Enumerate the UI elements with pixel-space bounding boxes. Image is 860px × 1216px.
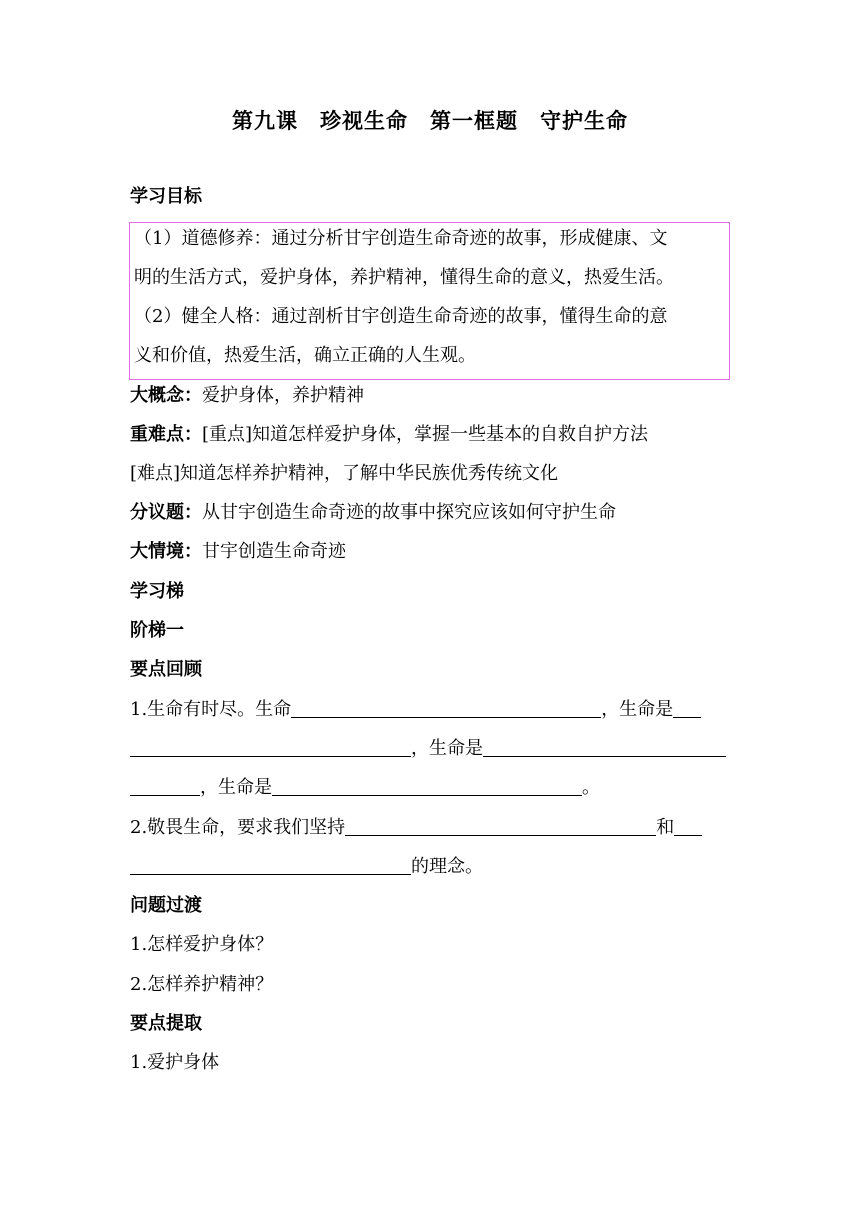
review-text: 和 (656, 817, 675, 838)
step-one-heading: 阶梯一 (130, 620, 184, 641)
fill-blank[interactable] (673, 699, 701, 718)
transition-heading: 问题过渡 (130, 895, 202, 916)
review-text: ，生命是 (411, 738, 483, 759)
key-point-difficulty: [难点]知道怎样养护精神，了解中华民族优秀传统文化 (130, 463, 559, 484)
learning-goals-heading: 学习目标 (130, 186, 202, 207)
goal-line: （2）健全人格：通过剖析甘宇创造生命奇迹的故事，懂得生命的意 (134, 306, 668, 327)
big-concept-label: 大概念： (130, 385, 202, 406)
ladder-heading: 学习梯 (130, 581, 184, 602)
extract-item: 1.爱护身体 (130, 1052, 220, 1073)
review-text: 。 (582, 777, 600, 798)
review-text: 的理念。 (411, 856, 483, 877)
goal-line: （1）道德修养：通过分析甘宇创造生命奇迹的故事，形成健康、文 (134, 228, 668, 249)
review-heading: 要点回顾 (130, 659, 202, 680)
big-concept-text: 爱护身体，养护精神 (202, 385, 364, 406)
sub-topic (130, 501, 616, 525)
review-q1-line2 (130, 737, 726, 761)
review-q2-line2 (130, 855, 483, 879)
goal-line: 明的生活方式，爱护身体，养护精神，懂得生命的意义，热爱生活。 (134, 267, 674, 288)
goal-line: 义和价值，热爱生活，确立正确的人生观。 (134, 345, 476, 366)
learning-goals-box (129, 222, 730, 380)
key-points (130, 423, 648, 447)
extract-heading: 要点提取 (130, 1013, 202, 1034)
key-points-label: 重难点： (130, 424, 202, 445)
fill-blank[interactable] (674, 817, 702, 836)
review-text: 2.敬畏生命，要求我们坚持 (130, 817, 346, 838)
big-scenario (130, 540, 346, 564)
fill-blank[interactable] (130, 777, 200, 796)
big-concept (130, 384, 364, 408)
review-q1-line1 (130, 698, 701, 722)
review-q2-line1 (130, 816, 702, 840)
fill-blank[interactable] (291, 699, 601, 718)
fill-blank[interactable] (272, 777, 582, 796)
key-point-focus: [重点]知道怎样爱护身体，掌握一些基本的自救自护方法 (202, 424, 649, 445)
review-q1-line3 (130, 776, 600, 800)
big-scenario-label: 大情境： (130, 541, 202, 562)
big-scenario-text: 甘宇创造生命奇迹 (202, 541, 346, 562)
review-text: 1.生命有时尽。生命 (130, 699, 292, 720)
review-text: ，生命是 (200, 777, 272, 798)
transition-question: 2.怎样养护精神？ (130, 974, 274, 995)
fill-blank[interactable] (483, 738, 726, 757)
sub-topic-label: 分议题： (130, 502, 202, 523)
sub-topic-text: 从甘宇创造生命奇迹的故事中探究应该如何守护生命 (202, 502, 616, 523)
fill-blank[interactable] (130, 856, 411, 875)
fill-blank[interactable] (345, 817, 656, 836)
fill-blank[interactable] (130, 738, 411, 757)
page-title: 第九课 珍视生命 第一框题 守护生命 (232, 109, 628, 133)
transition-question: 1.怎样爱护身体？ (130, 934, 274, 955)
review-text: ，生命是 (601, 699, 674, 720)
